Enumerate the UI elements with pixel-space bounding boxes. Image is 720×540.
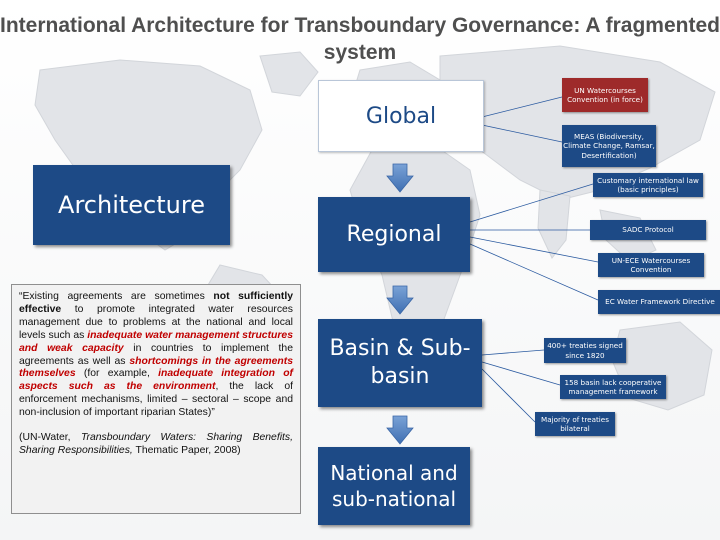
label-un-watercourses: UN Watercourses Convention (in force) [562,78,648,112]
quote-text: “Existing agreements are sometimes not sufficiently effective to promote integrated water resources management due to problems at the national and local levels such as inadequate water management structures and weak capacity in countries to implement the agreements as well as shortcomings in the agreements themselves (for example, inadequate integration of aspects such as the environment, the lack of enforcement mechanisms, limited – sectoral – scope and non-inclusion of important riparian States)” [19,291,294,419]
tier-global-label: Global [365,103,437,129]
architecture-label: Architecture [33,165,230,245]
tier-global [318,80,484,152]
tier-national-label: National and sub-national [330,461,458,511]
label-customary-law: Customary international law (basic principles) [593,173,703,197]
tier-basin-label: Basin & Sub-basin [329,336,471,389]
label-158-basins: 158 basin lack cooperative management framework [560,375,666,399]
quote-box [11,284,301,514]
label-meas: MEAS (Biodiversity, Climate Change, Ramsar, Desertification) [562,125,656,167]
tier-basin [318,319,482,407]
tier-regional-label: Regional [346,222,442,247]
label-400-treaties: 400+ treaties signed since 1820 [544,338,626,363]
label-majority-bilateral: Majority of treaties bilateral [535,412,615,436]
label-unece: UN-ECE Watercourses Convention [598,253,704,277]
page-title: International Architecture for Transboundary Governance: A fragmented system [0,14,720,64]
label-sadc: SADC Protocol [590,220,706,240]
tier-national [318,447,470,525]
tier-regional [318,197,470,272]
label-ec-wfd: EC Water Framework Directive [598,290,720,314]
quote-source: (UN-Water, Transboundary Waters: Sharing Benefits, Sharing Responsibilities, Thematic Paper, 2008) [19,432,293,456]
